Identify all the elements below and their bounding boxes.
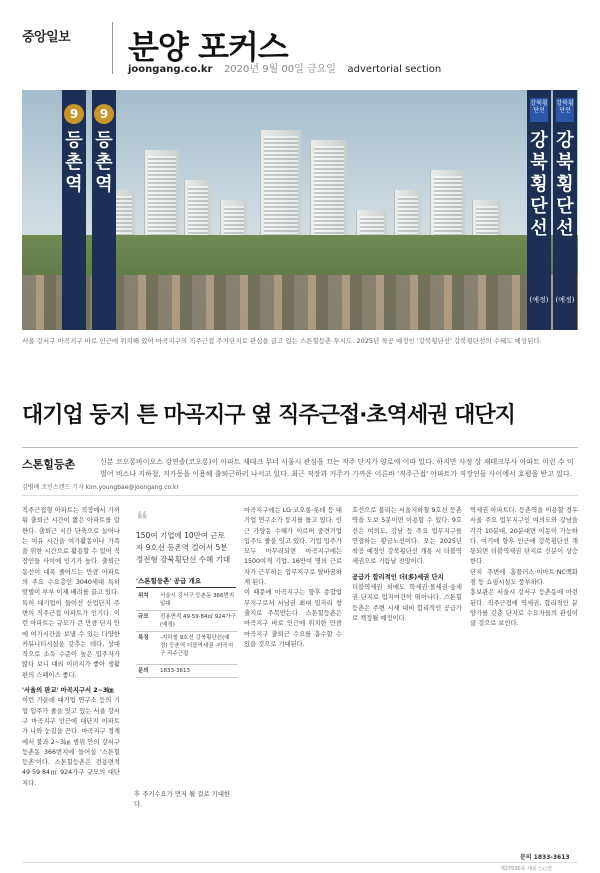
line-9-icon: 9: [64, 104, 84, 124]
station-sign-note: (예정): [555, 296, 575, 304]
info-box-title: '스톤힐등촌' 공급 개요: [136, 576, 236, 588]
pull-quote: 150여 기업에 10만여 근로자 9호선 등촌역 걸어서 5분 정전형 강북횡단선 수혜 기대: [136, 531, 231, 564]
paragraph: 이런 가운데 대기업 연구소 등의 기업 입주가 줄을 잇고 있는 서울 강서구 마곡지구 인근에 대단지 아파트가 나와 눈길을 끈다. 마곡지구 경계에서 불과 2~3㎞ 범위 안의 강서구 등촌동 366번지에 들어설 '스톤힐등촌'이다. 스톤힐등촌은 전용면적 49·59·84㎡ 924가구 규모의 대단지다.: [22, 697, 120, 787]
station-sign-text: 등촌역: [95, 130, 113, 195]
subheading: '서울의 판교' 마곡지구서 2~3㎞: [22, 687, 114, 695]
section-title: 분양 포커스: [128, 28, 288, 66]
paragraph: 더블역세권 외에도 학세권·몰세권·숲세권 단지로 입지여건이 뛰어나다. 스톤힐등촌은 주변 시세 대비 합리적인 공급가로 책정될 예정이다.: [352, 584, 462, 622]
header-subline: [128, 60, 441, 75]
station-sign: [553, 90, 577, 330]
paragraph: 단지 주변에 홈플러스·이마트·NC백화점 등 쇼핑시설도 풍부하다.: [470, 568, 578, 587]
table-row: [136, 665, 238, 678]
article-column-5: [470, 506, 578, 630]
issue-date: 2020년 9월 00일 금요일: [223, 64, 336, 75]
info-box-table: [136, 590, 238, 678]
article-column-2: [134, 790, 230, 811]
contact-number: 문의 1833-3613: [520, 854, 570, 861]
paragraph: 이 때문에 마곡지구는 향후 종합업무지구로서 서남권 최대 일자리 창출지로 주목받는다. 스톤힐등촌은 마곡지구 바로 인근에 위치한 만큼 마곡지구 출퇴근 수요를 흡수할 수 있을 것으로 기대된다.: [244, 589, 342, 648]
header-divider: [112, 22, 113, 74]
line-tag: 강북횡단선: [556, 98, 574, 122]
paragraph: 흥보관은 서울시 강서구 등촌동에 마련된다. 직주근접에 역세권, 합리적인 분양가를 갖춘 단지로 수요자들의 관심이 클 것으로 보인다.: [470, 589, 578, 628]
info-value: 전용면적 49·59·84㎡ 924가구 (예정): [158, 611, 238, 632]
divider: [22, 447, 578, 448]
info-value: 1833-3613: [158, 665, 238, 678]
subheading: 공급가 합리적인 더(多)세권 단지: [352, 573, 444, 581]
newspaper-logo: 중앙일보: [22, 30, 71, 45]
info-value: -지하철 9호선 강북횡단선(예정) 등촌역 더블역세권 -마곡지구 직주근접: [158, 632, 238, 665]
article-tag: 스톤힐등촌: [22, 458, 76, 471]
footer-divider: [22, 862, 578, 863]
station-sign: [527, 90, 551, 330]
paragraph: 마곡지구에는 LG·코오롱·롯데 등 대기업 연구소가 둥지를 틀고 있다. 인근 가양동 수혜가 이르며 중견기업 입주도 줄을 잇고 있다. 기업 입주가 모두 마무리되면 마곡지구에는 1500여개 기업, 16만여 명의 근로자가 근무하는 업무지구로 탈바꿈하게 된다.: [244, 507, 342, 587]
byline: 김병배 조인스랜드 기자 kim.youngbae@joongang.co.kr: [22, 484, 179, 491]
line-tag: 강북횡단선: [530, 98, 548, 122]
table-row: [136, 590, 238, 611]
article-headline: 대기업 둥지 튼 마곡지구 옆 직주근접·초역세권 대단지: [22, 403, 515, 428]
info-key: 문의: [136, 665, 158, 678]
station-sign-text: 등촌역: [65, 130, 83, 195]
line-9-icon: 9: [94, 104, 114, 124]
footer-note: 제27030호 새로 ○○면: [500, 866, 552, 872]
paragraph: 호선으로 불리는 서울지하철 9호선 등촌역을 도보 5분이면 이용할 수 있다. 9호선은 여의도, 강남 등 주요 업무지구를 연결하는 황금노선이다. 오는 2025년 착공 예정인 강북횡단선 개통 시 더블역세권으로 거듭날 전망이다.: [352, 507, 462, 566]
info-key: 특징: [136, 632, 158, 665]
table-row: [136, 632, 238, 665]
station-sign-text: 강북횡단선: [530, 130, 548, 239]
paragraph: 역세권 아파트다. 등촌역을 이용할 경우 서울 주요 업무지구인 여의도와 강남을 각각 10분대, 20분대면 이동이 가능하다. 여기에 향후 인근에 강북횡단선 개통되면 더블역세권 단지로 신분이 상승한다.: [470, 507, 578, 566]
station-sign-note: (예정): [529, 296, 549, 304]
article-column-1: [22, 506, 120, 789]
quote-mark-icon: ❝: [136, 508, 148, 533]
apartment-rendering-photo: [22, 90, 578, 330]
site-url[interactable]: joongang.co.kr: [128, 64, 213, 75]
station-sign: [92, 90, 116, 330]
table-row: [136, 611, 238, 632]
divider: [22, 495, 578, 496]
paragraph: 특히 대기업이 들어선 산업단지 주변의 직주근접 아파트가 인기다. 이런 아파트는 규모가 큰 만큼 단지 안에 여가시간을 보낼 수 있는 다양한 커뮤니티시설을 갖추는 데다, 상대적으로 소득 수준이 높은 입주자가 많다 보니 대외 이미지가 좋아 생활 편의 스페이스 좋다.: [22, 599, 120, 679]
article-lead: 신분 코오롱바이오스 강연솔(코오롱)이 아파트 재테크 무너 서울시 관심을 끄는 직주 단지가 양로에 이따 있다. 하지만 사정 상 재테크무사 아파트 이런 수 미 벌어 비스나 지하철, 지가동을 이용해 출퇴근하러 나서고 있다. 최근 직장과 거주가 가까운 이른바 '직주근접' 아파트가 직장인들 사이에서 호평을 받고 있다.: [100, 458, 574, 478]
photo-caption: 서울 강서구 마곡지구 바로 인근에 위치해 있어 마곡지구의 직주근접 주거단지로 관심을 끌고 있는 스톤힐등촌 투시도. 2025년 착공 예정인 '강북횡단선' 강북횡단선의 수혜도 예상된다.: [22, 337, 542, 345]
paragraph: 후 주거수요가 먼저 될 걸로 기대한다.: [134, 791, 230, 809]
article-column-4: [352, 506, 462, 624]
page-header: [0, 0, 600, 80]
paragraph: 직주근접형 아파트는 직장에서 가까워 출퇴근 시간이 짧은 아파트를 말한다. 출퇴근 시간 단축으로 늘어나는 여유 시간을 여가활동이나 가족을 위한 시간으로 활용할 수 있어 직장인들 사이에 인기가 높다. 출퇴근 동선이 대폭 줄어드는 만큼 아파트의 주요 수요층인 3040세대 특히 맞벌이 부부 이제 배려를 끌고 있다.: [22, 507, 120, 597]
station-sign-text: 강북횡단선: [556, 130, 574, 239]
station-sign: [62, 90, 86, 330]
article-column-3: [244, 506, 342, 650]
section-label: advertorial section: [347, 64, 442, 75]
info-key: 규모: [136, 611, 158, 632]
info-value: 서울시 강서구 등촌동 366번지 일대: [158, 590, 238, 611]
info-key: 위치: [136, 590, 158, 611]
